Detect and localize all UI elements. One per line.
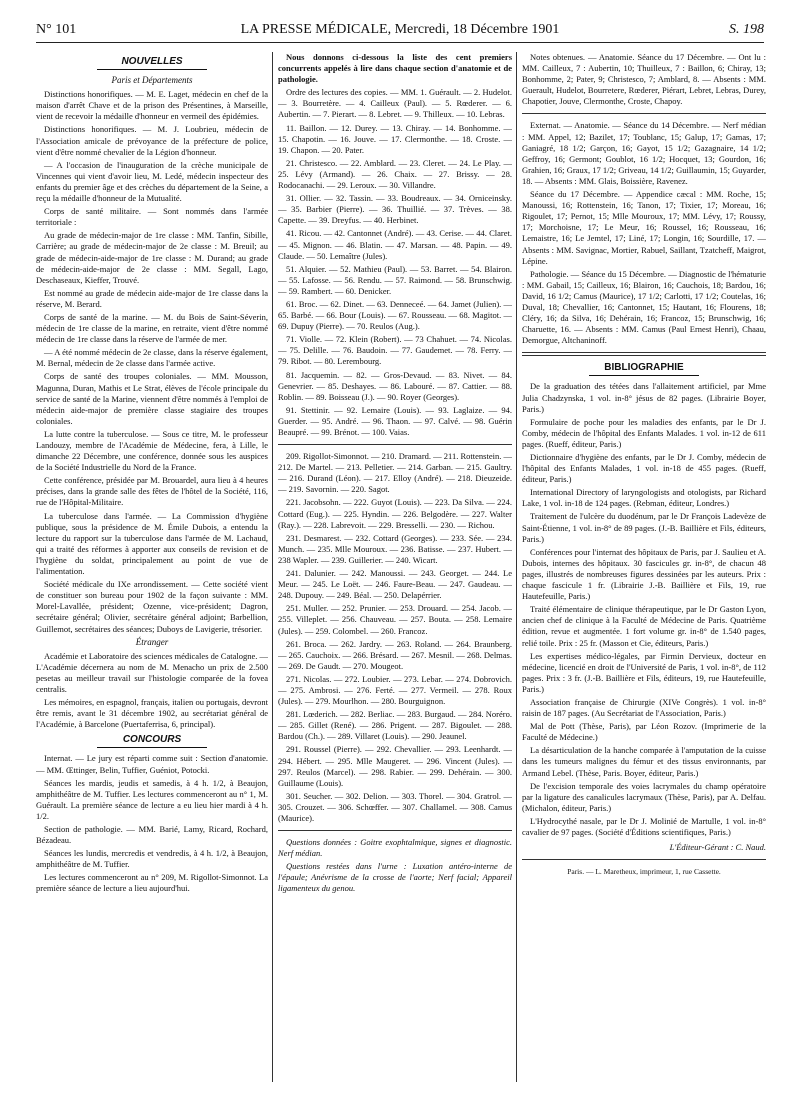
divider (589, 375, 699, 376)
paragraph: 281. Lœderich. — 282. Berliac. — 283. Burgaud. — 284. Noréro. — 285. Gillet (René). — 286. Prigent. — 287. Bigoulet. — 288. Bardou (Ch.). — 289. Villaret (Louis). — 290. Jeaunel. (278, 709, 512, 742)
paragraph: Académie et Laboratoire des sciences médicales de Catalogne. — L'Académie décernera au nom de M. Menacho un prix de 2.500 pesetas au meilleur travail sur l'histologie comparée de la fovea centralis. (36, 650, 268, 694)
paragraph: 251. Muller. — 252. Prunier. — 253. Drouard. — 254. Jacob. — 255. Villeplet. — 256. Chauveau. — 257. Bouta. — 258. Lemaire (Jules). — 259. Colombel. — 260. Francoz. (278, 603, 512, 636)
paragraph: Distinctions honorifiques. — M. J. Loubrieu, médecin de l'Association amicale de prévoyance de la préfecture de police, vient d'être nommé chevalier de la Légion d'honneur. (36, 124, 268, 157)
paragraph: Les mémoires, en espagnol, français, italien ou portugais, devront être remis, avant le 31 décembre 1902, au secrétariat général de l'Académie, à Barcelone (Puertaferrisa, 6, principal). (36, 697, 268, 730)
paragraph: Questions données : Goitre exophtalmique, signes et diagnostic. Nerf médian. (278, 837, 512, 859)
paragraph: — A été nommé médecin de 2e classe, dans la réserve également, M. Bernal, médecin de 2e classe dans l'armée active. (36, 347, 268, 369)
paragraph: 209. Rigollot-Simonnot. — 210. Dramard. — 211. Rottenstein. — 212. De Martel. — 213. Pelletier. — 214. Garban. — 215. Gaultry. — 216. Durand (Léon). — 217. Elloy (André). — 218. Dieuzeide. — 219. Savornin. — 220. Sagot. (278, 451, 512, 495)
page-header (36, 22, 764, 43)
paragraph: 11. Baillon. — 12. Durey. — 13. Chiray. — 14. Bonhomme. — 15. Chapotin. — 16. Jouve. — 17. Clermonthe. — 18. Croste. — 19. Chapon. — 20. Pater. (278, 122, 512, 155)
paragraph: 21. Christesco. — 22. Amblard. — 23. Cleret. — 24. Le Play. — 25. Lévy (Armand). — 26. Chaix. — 27. Brissy. — 28. Rodocanachi. — 29. Leroux. — 30. Villandre. (278, 157, 512, 191)
printer-line: Paris. — L. Maretheux, imprimeur, 1, rue Cassette. (567, 867, 721, 877)
bibliography-entry: International Directory of laryngologists and otologists, par Richard Lake, 1 vol. in-18 de 124 pages. (Rebman, éditeur, Londres.) (522, 487, 766, 509)
paragraph: Cette conférence, présidée par M. Brouardel, aura lieu à 4 heures précises, dans la grande salle des fêtes de l'hôtel de la Société, 116, rue de l'Hôpital-Militaire. (36, 475, 268, 508)
column-1 (36, 52, 268, 1082)
divider (97, 69, 207, 70)
paragraph: 291. Roussel (Pierre). — 292. Chevallier. — 293. Leenhardt. — 294. Hébert. — 295. Mlle Maugeret. — 296. Vincent (Jules). — 297. Reulos (Marcel). — 298. Rabier. — 299. Dehérain. — 300. Guillaume (Louis). (278, 744, 512, 788)
bibliography-entry: L'Hydrocythé nasale, par le Dr J. Molinié de Martulle, 1 vol. in-8° cavalier de 97 pages. (Société d'Éditions scientifiques, Paris.) (522, 815, 766, 837)
divider (278, 830, 512, 831)
editor-signature: L'Éditeur-Gérant : C. Naud. (669, 842, 766, 853)
subsection-title: Paris et Départements (111, 75, 193, 86)
divider (522, 352, 766, 356)
paragraph: Pathologie. — Séance du 15 Décembre. — Diagnostic de l'hématurie : MM. Gabail, 15; Cailleux, 16; Blairon, 16; Cauchois, 18; Bardou, 16; David, 16 1/2; Camus (Maurice), 17 1/2; Carlotti, 17 1/2; Coutelas, 16; Duval, 18; Chevallier, 16; Cantonnet, 15; Hautant, 16; Flourens, 18; Cléry, 16; da Silva, 16; Dehérain, 16; Francoz, 15; Brunschwig, 16; Charuette, 16. — Absents : MM. Camus (Paul Ernest Henri), Chaau, Demorgue, Altchaninoff. (522, 268, 766, 346)
paragraph: Ordre des lectures des copies. — MM. 1. Guérault. — 2. Hudelot. — 3. Bourretère. — 4. Cailleux (Paul). — 5. Rœderer. — 6. Aubertin. — 7. Pierart. — 8. Lebret. — 9. Thilleux. — 10. Lebras. (278, 87, 512, 120)
newspaper-title: LA PRESSE MÉDICALE, Mercredi, 18 Décembre 1901 (240, 22, 560, 37)
paragraph: 61. Broc. — 62. Dinet. — 63. Denneceé. — 64. Jamet (Julien). — 65. Barbé. — 66. Bour (Louis). — 67. Rousseau. — 68. Magitot. — 69. Dupuy (Pierre). — 70. Reulos (Aug.). (278, 298, 512, 332)
paragraph: 71. Violle. — 72. Klein (Robert). — 73 Chahuet. — 74. Nicolas. — 75. Delille. — 76. Baudoin. — 77. Gaudemet. — 78. Ferry. — 79. Ribot. — 80. Lerembourg. (278, 334, 512, 367)
bibliography-entry: Dictionnaire d'hygiène des enfants, par le Dr J. Comby, médecin de l'hôpital des Enfants Malades, 1 vol. in-18 de 455 pages. (Rueff, éditeur, Paris.) (522, 452, 766, 485)
paragraph: 31. Ollier. — 32. Tassin. — 33. Boudreaux. — 34. Orniceinsky. — 35. Barbier (Pierre). — 36. Thuillié. — 37. Trèves. — 38. Capette. — 39. Dreyfus. — 40. Herbinet. (278, 193, 512, 226)
paragraph: 51. Alquier. — 52. Mathieu (Paul). — 53. Barret. — 54. Blairon. — 55. Lafosse. — 56. Rendu. — 57. Raimond. — 58. Brunschwig. — 59. Rambert. — 60. Denicker. (278, 263, 512, 296)
paragraph: 271. Nicolas. — 272. Loubier. — 273. Lebar. — 274. Dobrovich. — 275. Ambrosi. — 276. Ferté. — 277. Vermeil. — 278. Roux (Jules). — 279. Mourlhon. — 280. Bourguignon. (278, 673, 512, 707)
divider (522, 113, 766, 114)
bibliography-entry: Traité élémentaire de clinique thérapeutique, par le Dr Gaston Lyon, ancien chef de clinique à la Faculté de Médecine de Paris. Quatrième édition, revue et augmentée. 1 fort volume gr. in-8° de 1.540 pages, relié toile. Prix : 25 fr. (Masson et Cie, éditeurs, Paris.) (522, 604, 766, 648)
paragraph: 221. Jacobsohn. — 222. Guyot (Louis). — 223. Da Silva. — 224. Cottard (Eug.). — 225. Hyndin. — 226. Belgodère. — 227. Walter (Ray.). — 228. Labrevoit. — 229. Bresselli. — 230. — Richou. (278, 497, 512, 530)
section-title-concours: CONCOURS (122, 734, 182, 746)
bibliography-entry: Les expertises médico-légales, par Firmin Dervieux, docteur en médecine, licencié en droit de l'Université de Paris, 1 vol. in-8°, de 112 pages. Prix : 3 fr. (J.-B. Baillière et Fils, éditeurs, 19, rue Hautefeuille, Paris.) (522, 650, 766, 694)
paragraph: Section de pathologie. — MM. Barié, Lamy, Ricard, Rochard, Bézadeau. (36, 824, 268, 846)
bibliography-entry: De la graduation des tétées dans l'allaitement artificiel, par Mme Julia Chadzynska, 1 vol. in-8° jésus de 82 pages. (Librairie Boyer, Paris.) (522, 381, 766, 414)
bibliography-entry: Association française de Chirurgie (XIVe Congrès). 1 vol. in-8° raisin de 187 pages. (Au Secrétariat de l'Association, Paris.) (522, 696, 766, 719)
paragraph: Au grade de médecin-major de 1re classe : MM. Tanfin, Sibille, Carrière; au grade de médecin-major de 2e classe : M. Breuil; au grade de médecin-aide-major de 1re classe : M. Durand; au grade de médecin-aide-major de 2e classe : MM. Segall, Lago, Deschaseaux, Kieffer, Trouvé. (36, 230, 268, 285)
paragraph: Internat. — Le jury est réparti comme suit : Section d'anatomie. — MM. Œttinger, Belin, Tuffier, Guéniot, Potocki. (36, 753, 268, 775)
paragraph: Séance du 17 Décembre. — Appendice cæcal : MM. Roche, 15; Manoussi, 16; Rottenstein, 16; Tanon, 17; Tixier, 17; Moreau, 16; Rigoulet, 17; Pernot, 15; Mlle Mouroux, 17; MM. Lévy, 17; Roussy, 17; Morchoisne, 17; Le Meur, 16; Roussel, 16; Rousseau, 16; Lemaistre, 16; Le Jemtel, 17; Liné, 17; Longin, 16; Sourdille, 17. — Absents : MM. Savignac, Mortier, Rabuel, Saillant, Tzatcheff, Maigrot, Lépine. (522, 189, 766, 266)
issue-number: N° 101 (36, 22, 77, 37)
bibliography-entry: Formulaire de poche pour les maladies des enfants, par le Dr J. Comby, médecin de l'hôpital des Enfants Malades. 1 vol. in-12 de 611 pages. (Rueff, éditeur, Paris.) (522, 416, 766, 449)
paragraph: 91. Stettinir. — 92. Lemaire (Louis). — 93. Laglaize. — 94. Guerder. — 95. André. — 96. Thaon. — 97. Calvé. — 98. Guérin Beaupré. — 99. Brénot. — 100. Vaias. (278, 404, 512, 437)
divider (522, 859, 766, 860)
column-3 (522, 52, 766, 1082)
divider (278, 444, 512, 445)
paragraph: Notes obtenues. — Anatomie. Séance du 17 Décembre. — Ont lu : MM. Cailleux, 7 : Aubertin, 10; Thuilleux, 7 : Baillon, 6; Chiray, 13; Bonhomme, 2; Pater, 9; Christesco, 7; Amblard, 8. — Absents : MM. Guerault, Hudelot, Bourretere, Rœderer, Piérart, Lebret, Lebras, Durey, Chapotier, Jouve, Clermonthe, Croste, Chapoy. (522, 52, 766, 107)
column-rule (272, 52, 273, 1082)
paragraph: Corps de santé militaire. — Sont nommés dans l'armée territoriale : (36, 206, 268, 228)
page-number: S. 198 (729, 22, 764, 37)
paragraph: La tuberculose dans l'armée. — La Commission d'hygiène publique, sous la présidence de M. Émile Dubois, a entendu la lecture du rapport sur la tuberculose dans l'armée de M. Lachaud, qui a traité des réformes à apporter aux conseils de revision et de l'hygiène du soldat, principalement au point de vue de l'alimentation. (36, 510, 268, 577)
section-title-nouvelles: NOUVELLES (121, 56, 183, 67)
paragraph: Nous donnons ci-dessous la liste des cent premiers concurrents appelés à lire dans chaque section d'anatomie et de pathologie. (278, 52, 512, 85)
paragraph: 41. Ricou. — 42. Cantonnet (André). — 43. Cerise. — 44. Claret. — 45. Mignon. — 46. Blatin. — 47. Marsan. — 48. Papin. — 49. Claude. — 50. Lemaître (Jules). (278, 228, 512, 261)
paragraph: 241. Dalunier. — 242. Manoussi. — 243. Georget. — 244. Le Meur. — 245. Le Loët. — 246. Faure-Beau. — 247. Gaudeau. — 248. Dupouy. — 249. Béal. — 250. Delapérrier. (278, 568, 512, 601)
bibliography-entry: Traitement de l'ulcère du duodénum, par le Dr François Ladevèze de Saint-Étienne, 1 vol. in-8° de 89 pages. (J.-B. Baillière et Fils, éditeurs, Paris.) (522, 511, 766, 544)
paragraph: Questions restées dans l'urne : Luxation antéro-interne de l'épaule; Anévrisme de la crosse de l'aorte; Nerf facial; Appareil ligamenteux du genou. (278, 861, 512, 894)
paragraph: — A l'occasion de l'inauguration de la crèche municipale de Vincennes qui vient d'avoir lieu, M. Ledé, médecin inspecteur des enfants du premier âge et des crèches du département de la Seine, a reçu la médaille d'honneur de la Mutualité. (36, 159, 268, 204)
paragraph: Est nommé au grade de médecin aide-major de 1re classe dans la réserve, M. Berard. (36, 287, 268, 309)
paragraph: Externat. — Anatomie. — Séance du 14 Décembre. — Nerf médian : MM. Appel, 12; Bazilet, 17; Toublanc, 15; Galup, 17; Gamas, 17; Ganiagré, 18 1/2; Garçon, 16; Gayot, 15 1/2; Gazagnaire, 14 1/2; Geffroy, 16; Germont; Goublot, 16 1/2; Hocquet, 13; Gourdon, 16; Grahien, 16; Graux, 17 1/2; Griveau, 14 1/2; Guillaumin, 15; Guyarder, 18. — Absents : MM. Glais, Boissière, Ravenez. (522, 120, 766, 186)
paragraph: Séances les lundis, mercredis et vendredis, à 4 h. 1/2, à Beaujon, amphithéâtre de M. Tuffier. (36, 848, 268, 870)
divider (97, 747, 207, 748)
column-rule (516, 52, 517, 1082)
paragraph: Société médicale du IXe arrondissement. — Cette société vient de constituer son bureau pour 1902 de la façon suivante : MM. Morel-Lavallée, président; Ozenne, vice-président; Dagron, secrétaire général; Olivier, secrétaire général adjoint; Barbellion, Guillemot, secrétaires des séances; Duboys de Lavigerie, trésorier. (36, 579, 268, 634)
paragraph: Distinctions honorifiques. — M. E. Laget, médecin en chef de la maison d'arrêt Chave et de la prison des Présentines, à Marseille, vient de recevoir la médaille d'honneur en vermeil des épidémies. (36, 89, 268, 122)
bibliography-entry: La désarticulation de la hanche comparée à l'amputation de la cuisse dans les tumeurs malignes du fémur et des tissus environnants, par Armand Lebel. (Thèse, Paris. Boyer, éditeur, Paris.) (522, 745, 766, 778)
subsection-title: Étranger (135, 636, 169, 647)
paragraph: 81. Jacquemin. — 82. — Gros-Devaud. — 83. Nivet. — 84. Genevrier. — 85. Deshayes. — 86. Labouré. — 87. Cattier. — 88. Roblin. — 89. Boisseau (J.). — 90. Royer (Georges). (278, 369, 512, 402)
paragraph: La lutte contre la tuberculose. — Sous ce titre, M. le professeur Landouzy, membre de l'Académie de Médecine, fera, à Lille, le dimanche 22 Décembre, une conférence, donnée sous les auspices de la Société Industrielle du Nord de la France. (36, 428, 268, 473)
section-title-bibliographie: BIBLIOGRAPHIE (604, 362, 684, 374)
paragraph: 261. Broca. — 262. Jardry. — 263. Roland. — 264. Braunberg. — 265. Cauchoix. — 266. Brésard. — 267. Mesnil. — 268. Delmas. — 269. De Gaudt. — 270. Mougeot. (278, 638, 512, 671)
paragraph: Les lectures commenceront au n° 209, M. Rigollot-Simonnot. La première séance de lecture a lieu aujourd'hui. (36, 872, 268, 894)
bibliography-entry: Conférences pour l'internat des hôpitaux de Paris, par J. Saulieu et A. Dubois, internes des hôpitaux. 30 fascicules gr. in-8°, de chacun 48 pages, illustrés de nombreuses figures dessinées par les auteurs. Prix : chaque fascicule 1 fr. (Librairie J.-B. Baillière et Fils, 19, rue Hautefeuille, Paris.) (522, 546, 766, 602)
paragraph: Séances les mardis, jeudis et samedis, à 4 h. 1/2, à Beaujon, amphithéâtre de M. Tuffier. Les lectures commenceront au n° 1, M. Guérault. La première séance de lecture a eu lieu hier mardi à 4 h. 1/2. (36, 777, 268, 821)
paragraph: 301. Seucher. — 302. Delion. — 303. Thorel. — 304. Gratrol. — 305. Crouzet. — 306. Schœffer. — 307. Challamel. — 308. Camus (Maurice). (278, 790, 512, 823)
paragraph: 231. Desmarest. — 232. Cottard (Georges). — 233. Sée. — 234. Munch. — 235. Mlle Mouroux. — 236. Batisse. — 237. Hubert. — 238 Wapler. — 239. Guillerier. — 240. Wicart. (278, 532, 512, 565)
bibliography-entry: De l'excision temporale des voies lacrymales du champ opératoire par la ligature des canalicules lacrymaux (Thèse, Paris), par A. Delfau. (Michalon, éditeur, Paris.) (522, 780, 766, 813)
paragraph: Corps de santé de la marine. — M. du Bois de Saint-Séverin, médecin de 1re classe de la marine, en retraite, vient d'être nommé médecin de 1re classe dans la réserve de l'armée de mer. (36, 311, 268, 345)
column-2 (278, 52, 512, 1082)
bibliography-entry: Mal de Pott (Thèse, Paris), par Léon Rozov. (Imprimerie de la Faculté de Médecine.) (522, 721, 766, 743)
paragraph: Corps de santé des troupes coloniales. — MM. Mousson, Magunna, Duran, Mathis et Le Strat, élèves de l'école principale du service de santé de la Marine, viennent d'être nommés à l'emploi de médecin aide-major de première classe stagiaire des troupes coloniales. (36, 371, 268, 426)
